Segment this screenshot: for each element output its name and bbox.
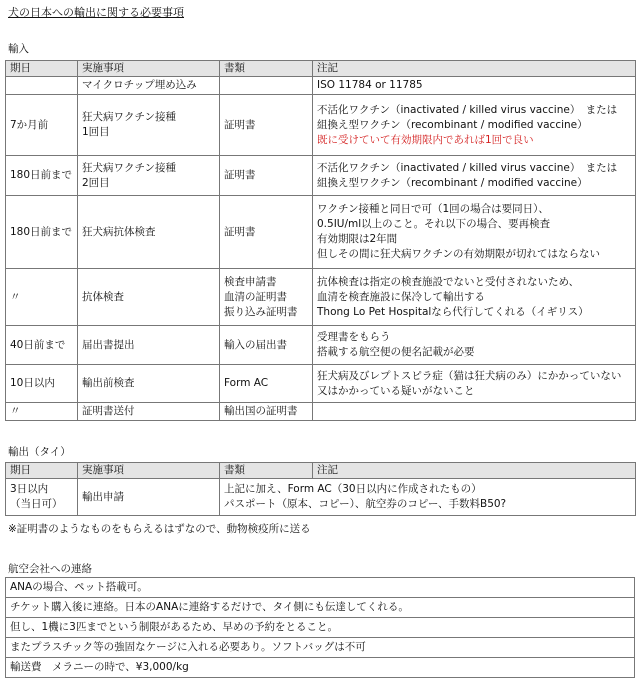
- table-row: [6, 269, 636, 326]
- table-row: [6, 365, 636, 403]
- cell-action: 輸出申請: [78, 479, 220, 516]
- cell-action: 届出書提出: [78, 326, 220, 365]
- cell-date: 180日前まで: [6, 196, 78, 269]
- header-action: 実施事項: [78, 463, 220, 479]
- cell-notes: 不活化ワクチン（inactivated / killed virus vaccine） または 組換え型ワクチン（recombinant / modified vaccine）: [313, 156, 636, 196]
- cell-notes: 不活化ワクチン（inactivated / killed virus vaccine） または 組換え型ワクチン（recombinant / modified vaccine） 既に受けていて有効期限内であれば1回で良い: [313, 95, 636, 156]
- cell-date: 7か月前: [6, 95, 78, 156]
- table-row: [6, 196, 636, 269]
- list-item: 輸送費 メラニーの時で、¥3,000/kg: [6, 658, 635, 678]
- cell-document: 証明書: [220, 156, 313, 196]
- export-footnote: ※証明書のようなものをもらえるはずなので、動物検疫所に送る: [8, 523, 311, 535]
- airline-table: [5, 577, 635, 678]
- export-section-label: 輸出（タイ）: [8, 446, 71, 458]
- cell-document: 輸入の届出書: [220, 326, 313, 365]
- import-header-row: [6, 61, 636, 77]
- cell-notes: 上記に加え、Form AC（30日以内に作成されたもの） パスポート（原本、コピー）、航空券のコピー、手数料B50?: [220, 479, 636, 516]
- cell-action: マイクロチップ埋め込み: [78, 77, 220, 95]
- header-documents: 書類: [220, 61, 313, 77]
- cell-action: 抗体検査: [78, 269, 220, 326]
- note-red: 既に受けていて有効期限内であれば1回で良い: [317, 133, 534, 146]
- header-notes: 注記: [313, 61, 636, 77]
- cell-action: 狂犬病抗体検査: [78, 196, 220, 269]
- cell-notes: [313, 403, 636, 421]
- cell-document: 検査申請書 血清の証明書 振り込み証明書: [220, 269, 313, 326]
- table-row: [6, 326, 636, 365]
- import-table: [5, 60, 636, 421]
- cell-document: [220, 77, 313, 95]
- header-date: 期日: [6, 61, 78, 77]
- table-row: [6, 479, 636, 516]
- export-table: [5, 462, 636, 516]
- export-header-row: [6, 463, 636, 479]
- cell-document: 証明書: [220, 196, 313, 269]
- cell-action: 輸出前検査: [78, 365, 220, 403]
- cell-document: 輸出国の証明書: [220, 403, 313, 421]
- cell-action: 狂犬病ワクチン接種 2回目: [78, 156, 220, 196]
- cell-date: [6, 77, 78, 95]
- cell-document: 証明書: [220, 95, 313, 156]
- cell-date: 10日以内: [6, 365, 78, 403]
- cell-date: 40日前まで: [6, 326, 78, 365]
- cell-action: 証明書送付: [78, 403, 220, 421]
- table-row: [6, 77, 636, 95]
- cell-date: 3日以内 （当日可）: [6, 479, 78, 516]
- list-item: チケット購入後に連絡。日本のANAに連絡するだけで、タイ側にも伝達してくれる。: [6, 598, 635, 618]
- cell-date: 〃: [6, 269, 78, 326]
- list-item: 但し、1機に3匹までという制限があるため、早めの予約をとること。: [6, 618, 635, 638]
- list-item: ANAの場合、ペット搭載可。: [6, 578, 635, 598]
- header-action: 実施事項: [78, 61, 220, 77]
- cell-notes: ISO 11784 or 11785: [313, 77, 636, 95]
- cell-notes: 狂犬病及びレプトスピラ症（猫は狂犬病のみ）にかかっていない 又はかかっている疑いがないこと: [313, 365, 636, 403]
- header-documents: 書類: [220, 463, 313, 479]
- import-section-label: 輸入: [8, 43, 29, 55]
- header-notes: 注記: [313, 463, 636, 479]
- cell-date: 180日前まで: [6, 156, 78, 196]
- header-date: 期日: [6, 463, 78, 479]
- airline-section-label: 航空会社への連絡: [8, 563, 92, 575]
- table-row: [6, 95, 636, 156]
- list-item: またプラスチック等の強固なケージに入れる必要あり。ソフトバッグは不可: [6, 638, 635, 658]
- table-row: [6, 403, 636, 421]
- cell-notes: 抗体検査は指定の検査施設でないと受付されないため、 血清を検査施設に保冷して輸出する Thong Lo Pet Hospitalなら代行してくれる（イギリス）: [313, 269, 636, 326]
- cell-date: 〃: [6, 403, 78, 421]
- cell-notes: 受理書をもらう 搭載する航空便の便名記載が必要: [313, 326, 636, 365]
- cell-action: 狂犬病ワクチン接種 1回目: [78, 95, 220, 156]
- page-title: 犬の日本への輸出に関する必要事項: [8, 6, 184, 19]
- cell-notes: ワクチン接種と同日で可（1回の場合は要同日）、 0.5IU/ml以上のこと。それ以下の場合、要再検査 有効期限は2年間 但しその間に狂犬病ワクチンの有効期限が切れてはならない: [313, 196, 636, 269]
- cell-document: Form AC: [220, 365, 313, 403]
- table-row: [6, 156, 636, 196]
